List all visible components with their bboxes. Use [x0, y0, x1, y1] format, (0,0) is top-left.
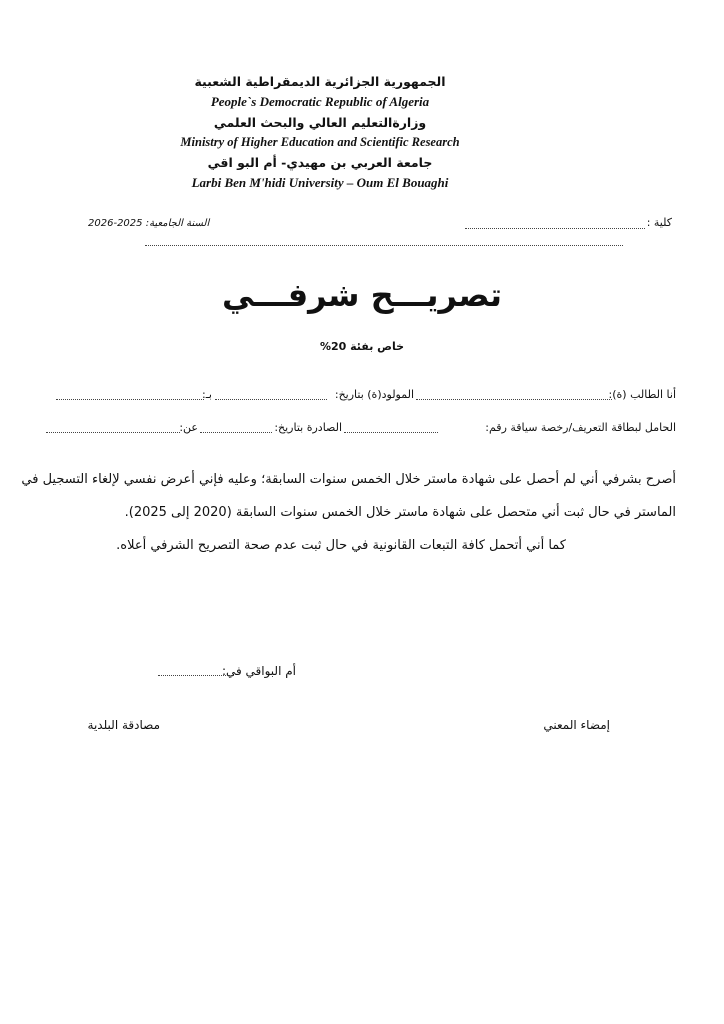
ministry-name-english: Ministry of Higher Education and Scientific Research [180, 135, 460, 149]
university-name-arabic: جامعة العربي بن مهيدي- أم البو اقي [207, 155, 433, 170]
birth-date-line [215, 399, 327, 400]
faculty-label: كلية : [646, 216, 672, 229]
republic-name-english: People`s Democratic Republic of Algeria [210, 94, 430, 109]
student-name-line [416, 399, 612, 400]
academic-year: السنة الجامعية: 2025-2026 [88, 218, 210, 229]
declaration-line-3: كما أني أتحمل كافة التبعات القانونية في حال ثبت عدم صحة التصريح الشرفي أعلاه. [116, 538, 566, 553]
id-card-line [344, 432, 438, 433]
student-name-label: أنا الطالب (ة): [608, 388, 676, 401]
birth-place-line [56, 399, 204, 400]
id-card-label: الحامل لبطاقة التعريف/رخصة سياقة رقم: [485, 421, 676, 434]
issued-by-line [46, 432, 180, 433]
birth-date-label: المولود(ة) بتاريخ: [334, 388, 414, 401]
separator-dotted-line [145, 245, 623, 246]
issue-date-label: الصادرة بتاريخ: [274, 421, 342, 434]
university-name-english: Larbi Ben M'hidi University – Oum El Bouaghi [191, 175, 449, 190]
issued-by-label: عن: [179, 421, 198, 434]
declaration-line-2: الماستر في حال ثبت أني متحصل على شهادة ماستر خلال الخمس سنوات السابقة (2020 إلى 2025). [124, 505, 676, 520]
republic-name-arabic: الجمهورية الجزائرية الديمقراطية الشعبية [194, 74, 446, 89]
signature-label: إمضاء المعني [543, 718, 610, 732]
birth-place-label: بـ: [202, 388, 212, 401]
document-title: تصريـــح شرفـــي [222, 276, 502, 314]
ministry-name-arabic: وزارةالتعليم العالي والبحث العلمي [213, 115, 427, 130]
place-date-line [158, 675, 234, 676]
municipality-stamp-label: مصادقة البلدية [87, 718, 160, 732]
place-date-label: أم البواقي في: [221, 664, 296, 678]
faculty-fill-line [465, 228, 645, 229]
declaration-line-1: أصرح بشرفي أني لم أحصل على شهادة ماستر خلال الخمس سنوات السابقة؛ وعليه فإني أعرض نفسي لإلغاء التسجيل في [21, 472, 676, 487]
document-subtitle: خاص بفئة 20% [319, 340, 405, 353]
issue-date-line [200, 432, 272, 433]
